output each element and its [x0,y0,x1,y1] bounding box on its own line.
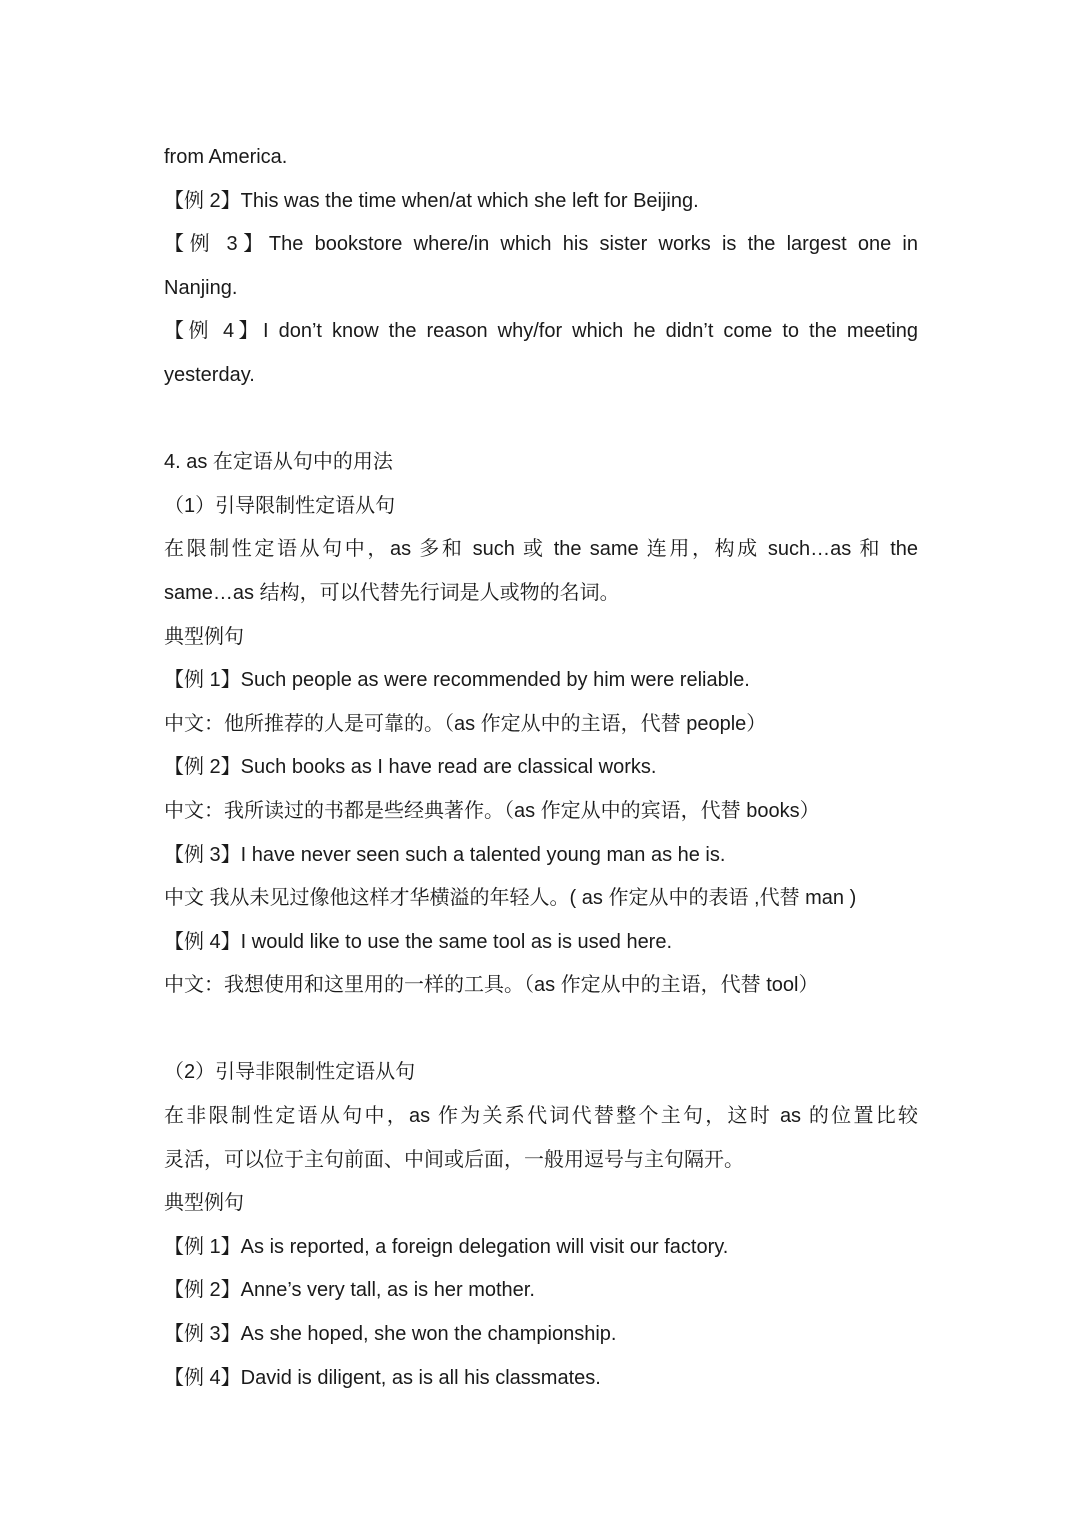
sub2-example-4: 【例 4】David is diligent, as is all his classmates. [164,1366,601,1389]
sub1-example-4: 【例 4】I would like to use the same tool as is used here. [164,930,673,953]
sub1-example-1-chinese: 中文：他所推荐的人是可靠的。（as 作定从中的主语，代替 people） [164,712,767,735]
sub1-example-3-chinese: 中文 我从未见过像他这样才华横溢的年轻人。( as 作定从中的表语 ,代替 man ) [164,887,857,910]
sub1-example-3: 【例 3】I have never seen such a talented young man as he is. [164,843,726,866]
subsection-1-heading: （1）引导限制性定语从句 [164,494,396,517]
example-2: 【例 2】This was the time when/at which she left for Beijing. [164,189,699,212]
subsection-2-desc-line-2: 灵活，可以位于主句前面、中间或后面，一般用逗号与主句隔开。 [164,1148,744,1171]
example-4-line-2: yesterday. [164,363,255,386]
example-3-line-2: Nanjing. [164,276,238,299]
sub1-example-4-chinese: 中文：我想使用和这里用的一样的工具。（as 作定从中的主语，代替 tool） [164,974,819,997]
examples-label: 典型例句 [164,625,244,648]
spacer [164,1008,918,1052]
sub2-example-3: 【例 3】As she hoped, she won the championship. [164,1323,617,1346]
subsection-2-heading: （2）引导非限制性定语从句 [164,1061,416,1084]
spacer [164,398,918,442]
sub1-example-2: 【例 2】Such books as I have read are classical works. [164,756,657,779]
sub2-example-1: 【例 1】As is reported, a foreign delegation will visit our factory. [164,1235,729,1258]
sub2-example-2: 【例 2】Anne’s very tall, as is her mother. [164,1279,535,1302]
subsection-1-desc-line-2: same…as 结构，可以代替先行词是人或物的名词。 [164,581,620,604]
section-heading: 4. as 在定语从句中的用法 [164,451,393,474]
example-3-line-1: 【例 3】The bookstore where/in which his sister works is the largest one in [164,233,918,256]
sub1-example-2-chinese: 中文：我所读过的书都是些经典著作。（as 作定从中的宾语，代替 books） [164,799,820,822]
sub1-example-1: 【例 1】Such people as were recommended by him were reliable. [164,669,750,692]
document-page [164,136,918,1400]
text-line: from America. [164,146,288,168]
subsection-2-desc-line-1: 在非限制性定语从句中，as 作为关系代词代替整个主句，这时 as 的位置比较 [164,1105,918,1128]
subsection-1-desc-line-1: 在限制性定语从句中，as 多和 such 或 the same 连用，构成 such…as 和 the [164,538,918,561]
example-4-line-1: 【例 4】I don’t know the reason why/for which he didn’t come to the meeting [164,320,918,343]
examples-label: 典型例句 [164,1192,244,1215]
